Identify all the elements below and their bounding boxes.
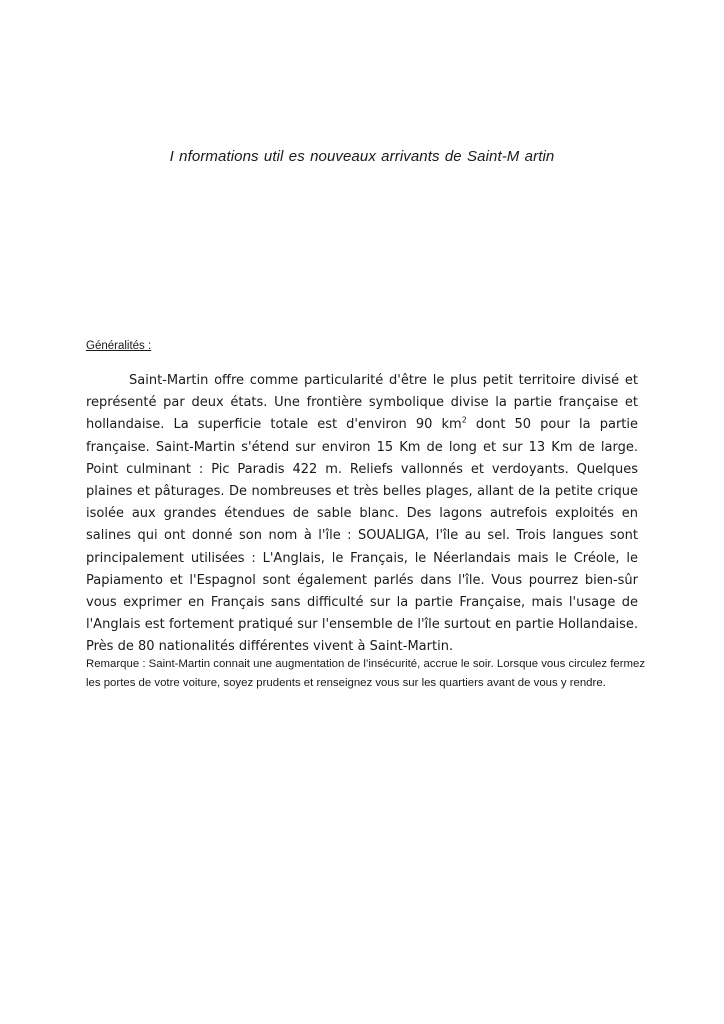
paragraph-text-part1: Saint-Martin offre comme particularité d'être le plus petit territoire divisé et représenté par deux états. Une frontière symbolique divise la partie française et hollandaise. La superficie totale est d'environ 90 km <box>86 373 638 433</box>
document-title: I nformations util es nouveaux arrivants de Saint-M artin <box>169 148 555 165</box>
section-heading: Généralités : <box>86 340 152 352</box>
superscript-squared: 2 <box>461 416 467 426</box>
body-paragraph <box>86 370 638 659</box>
paragraph-text-part2: dont 50 pour la partie française. Saint-Martin s'étend sur environ 15 Km de long et sur 13 Km de large. Point culminant : Pic Paradis 422 m. Reliefs vallonnés et verdoyants. Quelques plaines et pâturages. De nombreuses et très belles plages, allant de la petite crique isolée aux grandes étendues de sable blanc. Des lagons autrefois exploités en salines qui ont donné son nom à l'île : SOUALIGA, I'île au sel. Trois langues sont principalement utilisées : L'Anglais, le Français, le Néerlandais mais le Créole, le Papiamento et l'Espagnol sont également parlés dans l'île. Vous pourrez bien-sûr vous exprimer en Français sans difficulté sur la partie Française, mais l'usage de l'Anglais est fortement pratiqué sur l'ensemble de l'île surtout en partie Hollandaise. Près de 80 nationalités différentes vivent à Saint-Martin. <box>86 417 638 655</box>
remark-paragraph: Remarque : Saint-Martin connait une augmentation de l’insécurité, accrue le soir. Lorsque vous circulez fermez les portes de votre voiture, soyez prudents et renseignez vous sur les quartiers avant de vous y rendre. <box>86 658 646 690</box>
